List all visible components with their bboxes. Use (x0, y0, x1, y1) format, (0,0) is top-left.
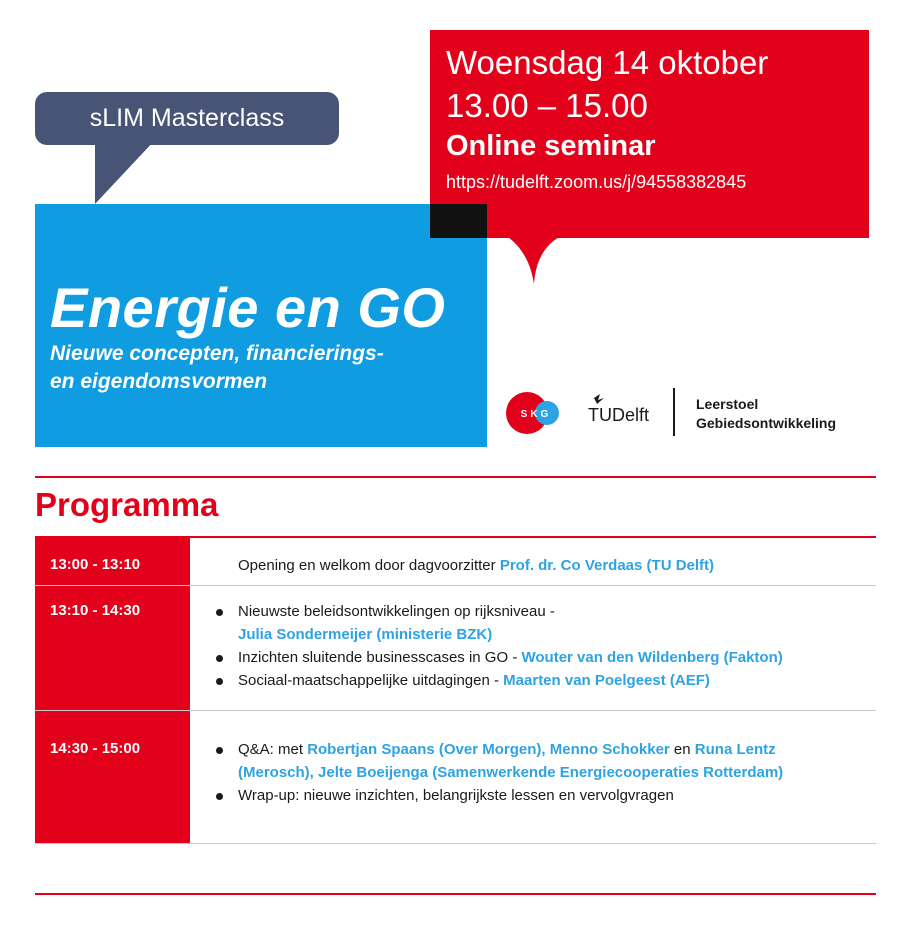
logo-divider (673, 388, 675, 436)
slot-time-2: 13:10 - 14:30 (50, 602, 141, 619)
row-divider-2 (35, 710, 876, 711)
item-text: Wrap-up: nieuwe inzichten, belangrijkste lessen en vervolgvragen (238, 787, 674, 804)
item-text: Opening en welkom door dagvoorzitter (238, 557, 500, 574)
bullet-icon (216, 609, 223, 616)
skg-logo-mark (505, 390, 561, 436)
tudelft-logo-text: TUDelft (588, 405, 650, 425)
item-text: en (669, 741, 695, 758)
bullet-icon (216, 678, 223, 685)
item-speaker: Wouter van den Wildenberg (Fakton) (521, 649, 783, 666)
item-speaker: (Merosch), Jelte Boeijenga (Samenwerkende Energiecooperaties Rotterdam) (238, 764, 784, 781)
bullet-icon (216, 793, 223, 800)
chair-line-1: Leerstoel (696, 396, 759, 412)
flame-icon (594, 394, 604, 404)
program-item (238, 784, 674, 807)
program-item (238, 669, 710, 692)
divider-top (35, 476, 876, 478)
tudelft-logo-mark (588, 392, 660, 432)
item-speaker: Julia Sondermeijer (ministerie BZK) (238, 626, 493, 643)
time-column (35, 538, 190, 843)
item-text: Sociaal-maatschappelijke uitdagingen - (238, 672, 504, 689)
series-label: sLIM Masterclass (89, 104, 285, 132)
skg-logo (505, 390, 561, 441)
program-item (238, 554, 714, 577)
page-subtitle (50, 340, 384, 396)
row-divider-3 (35, 843, 876, 844)
slot-time-3: 14:30 - 15:00 (50, 740, 141, 757)
overlap-square (430, 204, 487, 238)
masterclass-bubble-tail (95, 140, 165, 210)
item-text: Nieuwste beleidsontwikkelingen op rijksniveau - (238, 603, 555, 620)
divider-bottom (35, 893, 876, 895)
program-item (238, 738, 783, 784)
item-text: Inzichten sluitende businesscases in GO - (238, 649, 522, 666)
item-speaker: Runa Lentz (694, 741, 776, 758)
program-item (238, 646, 783, 669)
event-time: 13.00 – 15.00 (446, 87, 648, 124)
item-speaker: Maarten van Poelgeest (AEF) (503, 672, 710, 689)
event-date: Woensdag 14 oktober (446, 44, 769, 81)
bullet-icon (216, 747, 223, 754)
event-mode: Online seminar (446, 130, 656, 162)
skg-logo-text: SKG (520, 409, 552, 420)
chair-name (696, 395, 836, 433)
subtitle-line-1: Nieuwe concepten, financierings- (50, 342, 384, 365)
slot-time-1: 13:00 - 13:10 (50, 556, 141, 573)
item-speaker: Robertjan Spaans (Over Morgen), Menno Schokker (307, 741, 670, 758)
row-divider-1 (35, 585, 876, 586)
page-title: Energie en GO (50, 276, 446, 339)
event-info-bubble-tail (500, 232, 570, 292)
item-speaker: Prof. dr. Co Verdaas (TU Delft) (499, 557, 715, 574)
zoom-link[interactable]: https://tudelft.zoom.us/j/94558382845 (446, 172, 747, 192)
program-heading: Programma (35, 486, 219, 523)
tudelft-logo (588, 392, 660, 437)
item-text: Q&A: met (238, 741, 308, 758)
subtitle-line-2: en eigendomsvormen (50, 370, 268, 393)
bullet-icon (216, 655, 223, 662)
program-item (238, 600, 555, 646)
chair-line-2: Gebiedsontwikkeling (696, 415, 837, 431)
